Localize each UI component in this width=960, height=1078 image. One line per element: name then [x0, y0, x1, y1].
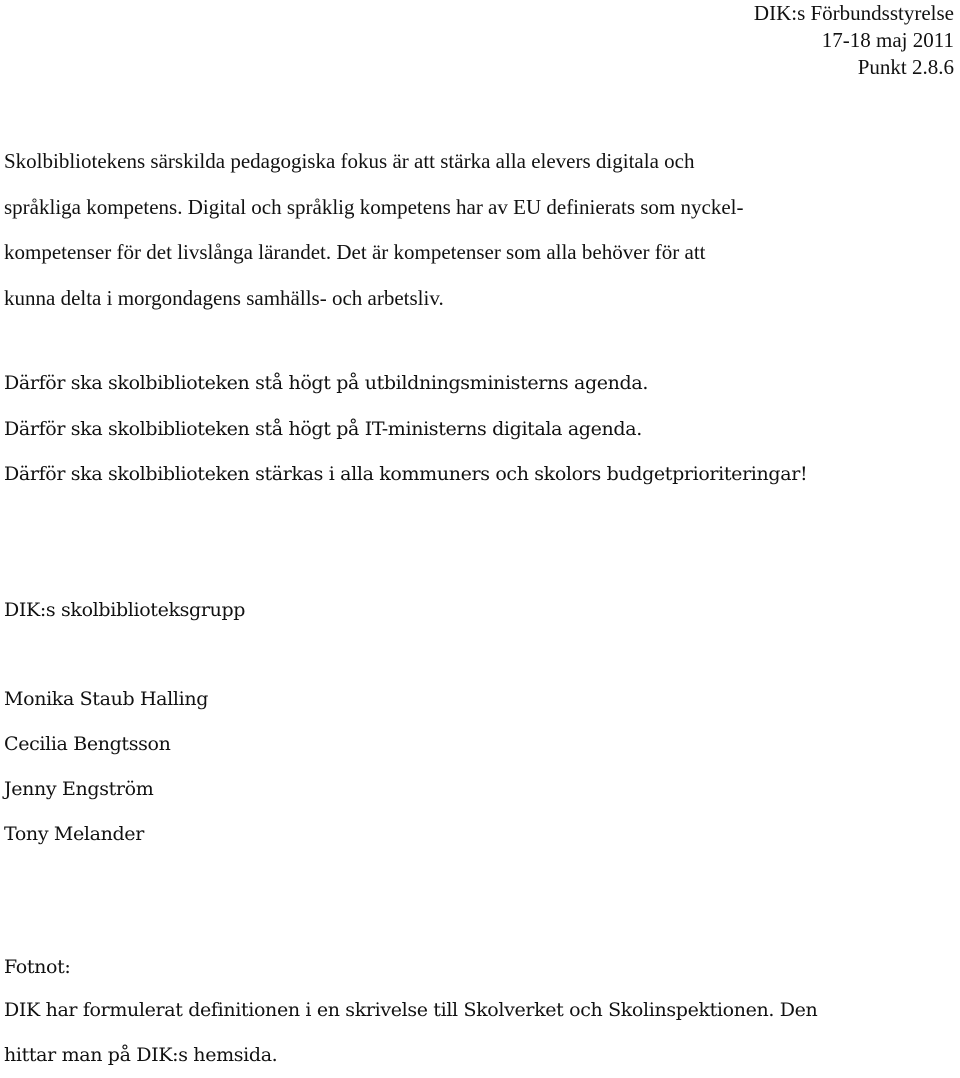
intro-paragraph	[4, 139, 956, 321]
intro-line: kompetenser för det livslånga lärandet. Det är kompetenser som alla behöver för att	[4, 240, 706, 264]
group-name	[4, 590, 956, 630]
document-header	[754, 0, 954, 81]
intro-line: språkliga kompetens. Digital och språklig kompetens har av EU definierats som nyckel-	[4, 194, 744, 219]
intro-line: kunna delta i morgondagens samhälls- och arbetsliv.	[4, 285, 444, 310]
header-organization: DIK:s Förbundsstyrelse	[753, 1, 954, 25]
header-item: Punkt 2.8.6	[857, 55, 954, 79]
member-name: Monika Staub Halling	[4, 688, 209, 710]
member-name: Jenny Engström	[4, 778, 154, 800]
group-name-text: DIK:s skolbiblioteksgrupp	[4, 599, 246, 621]
footnote-label-text: Fotnot:	[4, 956, 71, 978]
footnote-line: DIK har formulerat definitionen i en skrivelse till Skolverket och Skolinspektionen. Den	[4, 999, 818, 1021]
member-name: Cecilia Bengtsson	[4, 733, 171, 755]
header-date: 17-18 maj 2011	[821, 28, 954, 52]
member-list	[4, 677, 956, 857]
intro-line: Skolbibliotekens särskilda pedagogiska fokus är att stärka alla elevers digitala och	[4, 149, 695, 173]
statement-line: Därför ska skolbiblioteken stärkas i alla kommuners och skolors budgetprioriteringar!	[4, 463, 808, 485]
member-name: Tony Melander	[4, 823, 144, 845]
footnote-label	[4, 947, 956, 987]
footnote-text	[4, 988, 956, 1078]
statement-line: Därför ska skolbiblioteken stå högt på utbildningsministerns agenda.	[4, 372, 649, 394]
footnote-line: hittar man på DIK:s hemsida.	[4, 1044, 278, 1066]
statement-line: Därför ska skolbiblioteken stå högt på IT-ministerns digitala agenda.	[4, 417, 642, 440]
statements-block	[4, 361, 956, 498]
